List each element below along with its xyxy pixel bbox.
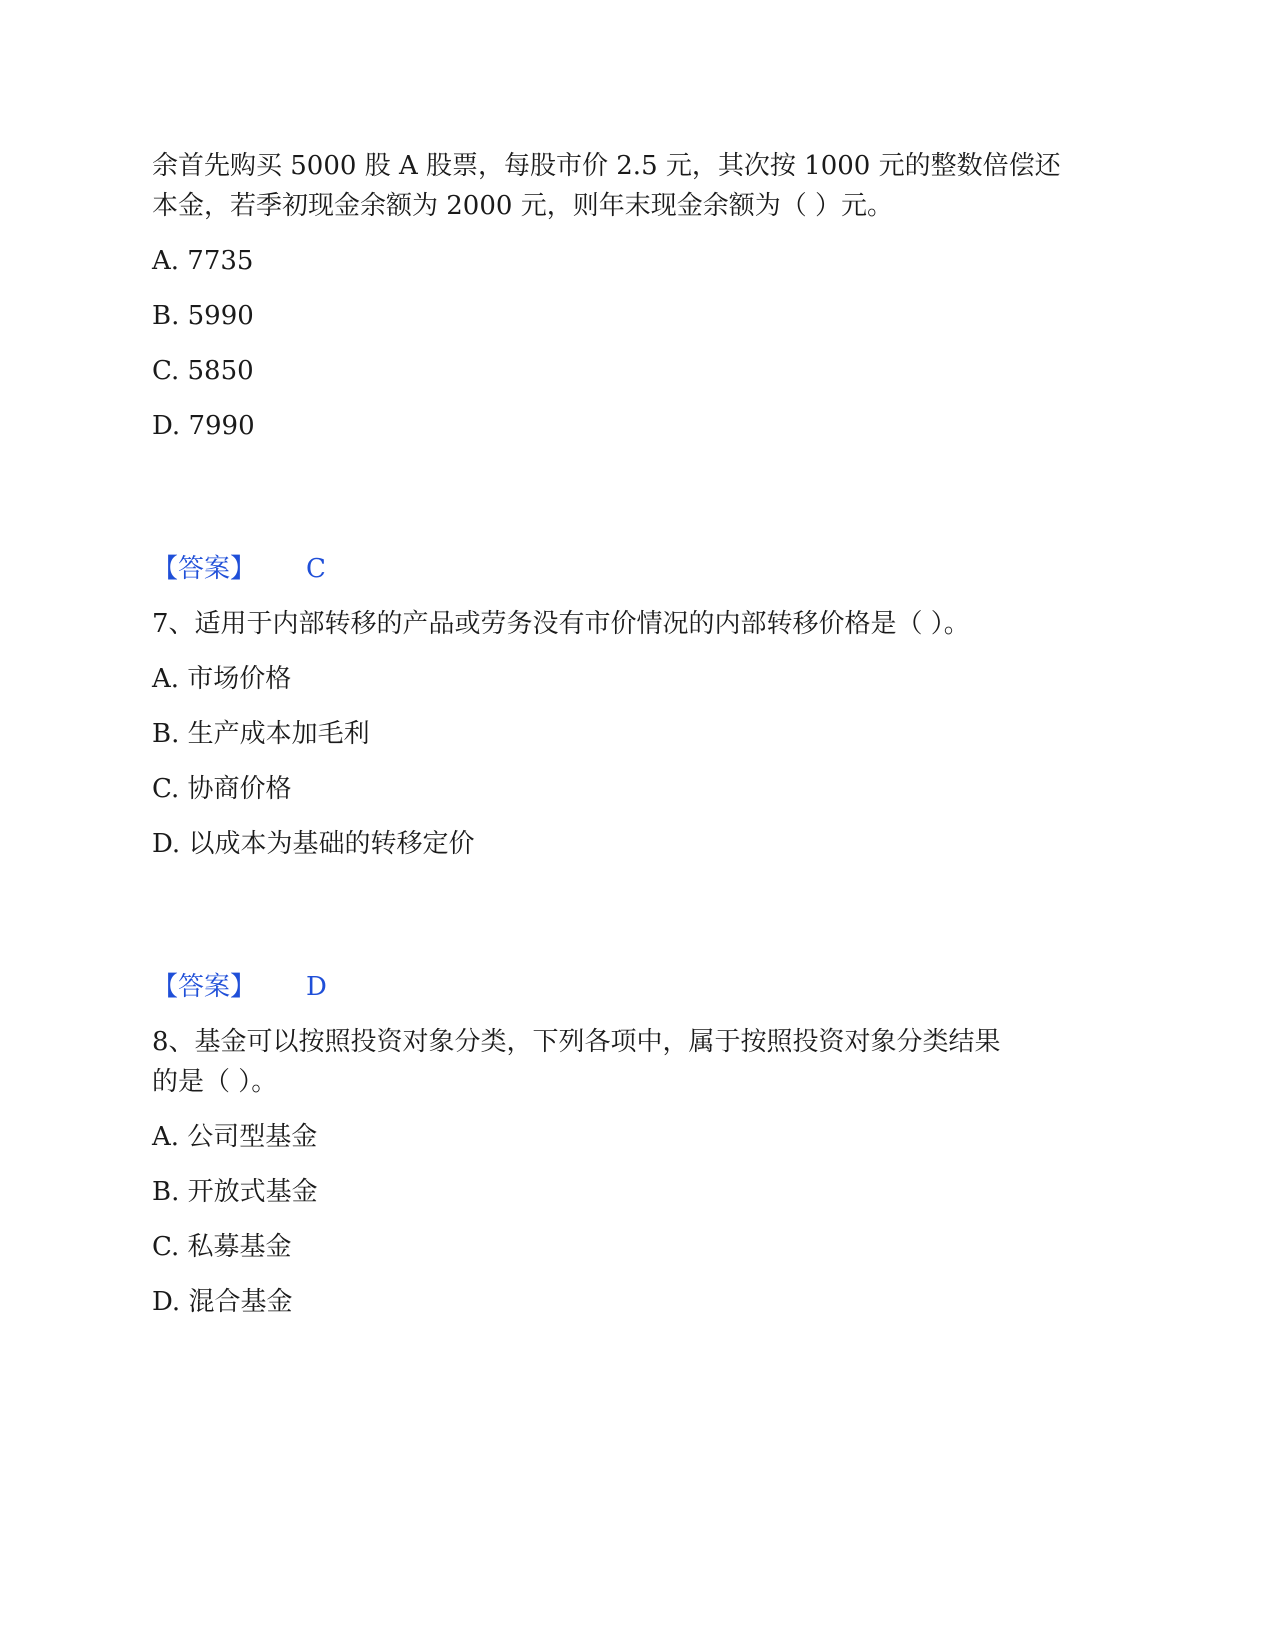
question-8-stem-line-1: 8、基金可以按照投资对象分类，下列各项中，属于按照投资对象分类结果	[152, 1027, 1001, 1057]
answer-value: D	[306, 972, 327, 1002]
question-7-option-a: A. 市场价格	[152, 664, 292, 694]
question-6-answer	[152, 549, 326, 589]
question-6-option-b: B. 5990	[152, 301, 254, 331]
question-7-option-d: D. 以成本为基础的转移定价	[152, 829, 475, 859]
question-6-option-d: D. 7990	[152, 411, 255, 441]
question-6-stem-line-2: 本金，若季初现金余额为 2000 元，则年末现金余额为（ ）元。	[152, 191, 893, 221]
question-6-stem-line-1: 余首先购买 5000 股 A 股票，每股市价 2.5 元，其次按 1000 元的整数倍偿还	[152, 151, 1061, 181]
question-7-answer	[152, 967, 327, 1007]
question-8-option-d: D. 混合基金	[152, 1287, 293, 1317]
answer-value: C	[306, 554, 326, 584]
question-8-option-c: C. 私募基金	[152, 1232, 292, 1262]
question-7-stem: 7、适用于内部转移的产品或劳务没有市价情况的内部转移价格是（ ）。	[152, 609, 970, 639]
answer-label: 【答案】	[152, 554, 257, 584]
question-7-option-c: C. 协商价格	[152, 774, 292, 804]
question-6-option-c: C. 5850	[152, 356, 254, 386]
question-8-option-b: B. 开放式基金	[152, 1177, 318, 1207]
question-8-option-a: A. 公司型基金	[152, 1122, 318, 1152]
answer-label: 【答案】	[152, 972, 257, 1002]
question-8-stem-line-2: 的是（ ）。	[152, 1067, 278, 1097]
question-7-option-b: B. 生产成本加毛利	[152, 719, 370, 749]
question-6-option-a: A. 7735	[152, 246, 254, 276]
